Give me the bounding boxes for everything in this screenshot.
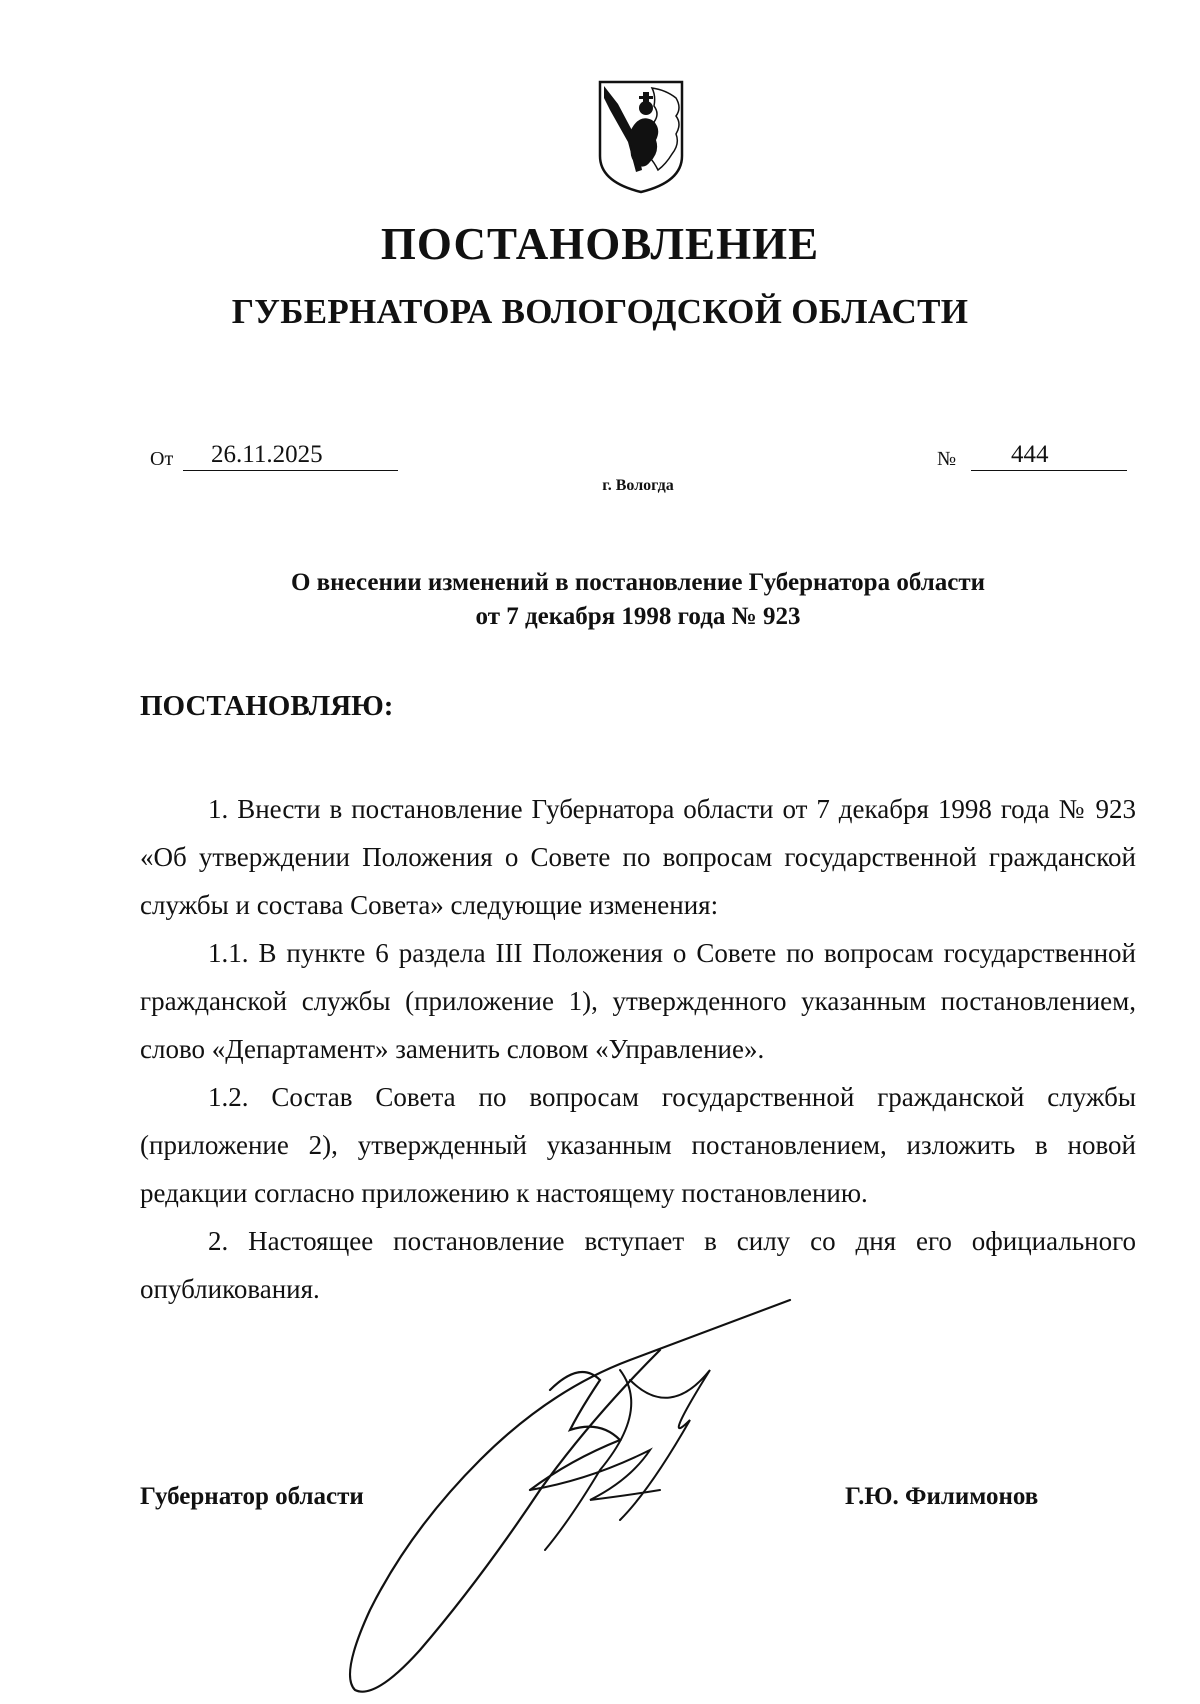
document-body (140, 785, 1136, 1313)
handwritten-signature (330, 1290, 890, 1700)
number-prefix: № (937, 448, 957, 470)
document-number: 444 (971, 440, 1127, 471)
decree-word: ПОСТАНОВЛЯЮ: (140, 690, 394, 722)
document-title: ПОСТАНОВЛЕНИЕ (380, 219, 820, 269)
document-city: г. Вологда (602, 477, 674, 494)
subject-line-2: от 7 декабря 1998 года № 923 (475, 603, 801, 630)
paragraph-1-1: 1.1. В пункте 6 раздела III Положения о Совете по вопросам государственной гражданской службы (приложение 1), утвержденного указанным постановлением, слово «Департамент» заменить словом «Управление». (140, 938, 1136, 1064)
signer-name: Г.Ю. Филимонов (845, 1483, 1039, 1510)
subject-line-1: О внесении изменений в постановление Губернатора области (290, 569, 986, 596)
date-prefix: От (150, 448, 174, 470)
document-date: 26.11.2025 (183, 440, 398, 471)
document-subtitle: ГУБЕРНАТОРА ВОЛОГОДСКОЙ ОБЛАСТИ (231, 292, 969, 331)
coat-of-arms-icon (596, 78, 686, 196)
paragraph-2: 2. Настоящее постановление вступает в силу со дня его официального опубликования. (140, 1226, 1136, 1304)
signer-position: Губернатор области (140, 1483, 364, 1510)
document-subject (0, 566, 1200, 634)
paragraph-1: 1. Внести в постановление Губернатора области от 7 декабря 1998 года № 923 «Об утверждении Положения о Совете по вопросам государственной гражданской службы и состава Совета» следующие изменения: (140, 794, 1136, 920)
paragraph-1-2: 1.2. Состав Совета по вопросам государственной гражданской службы (приложение 2), утвержденный указанным постановлением, изложить в новой редакции согласно приложению к настоящему постановлению. (140, 1082, 1136, 1208)
